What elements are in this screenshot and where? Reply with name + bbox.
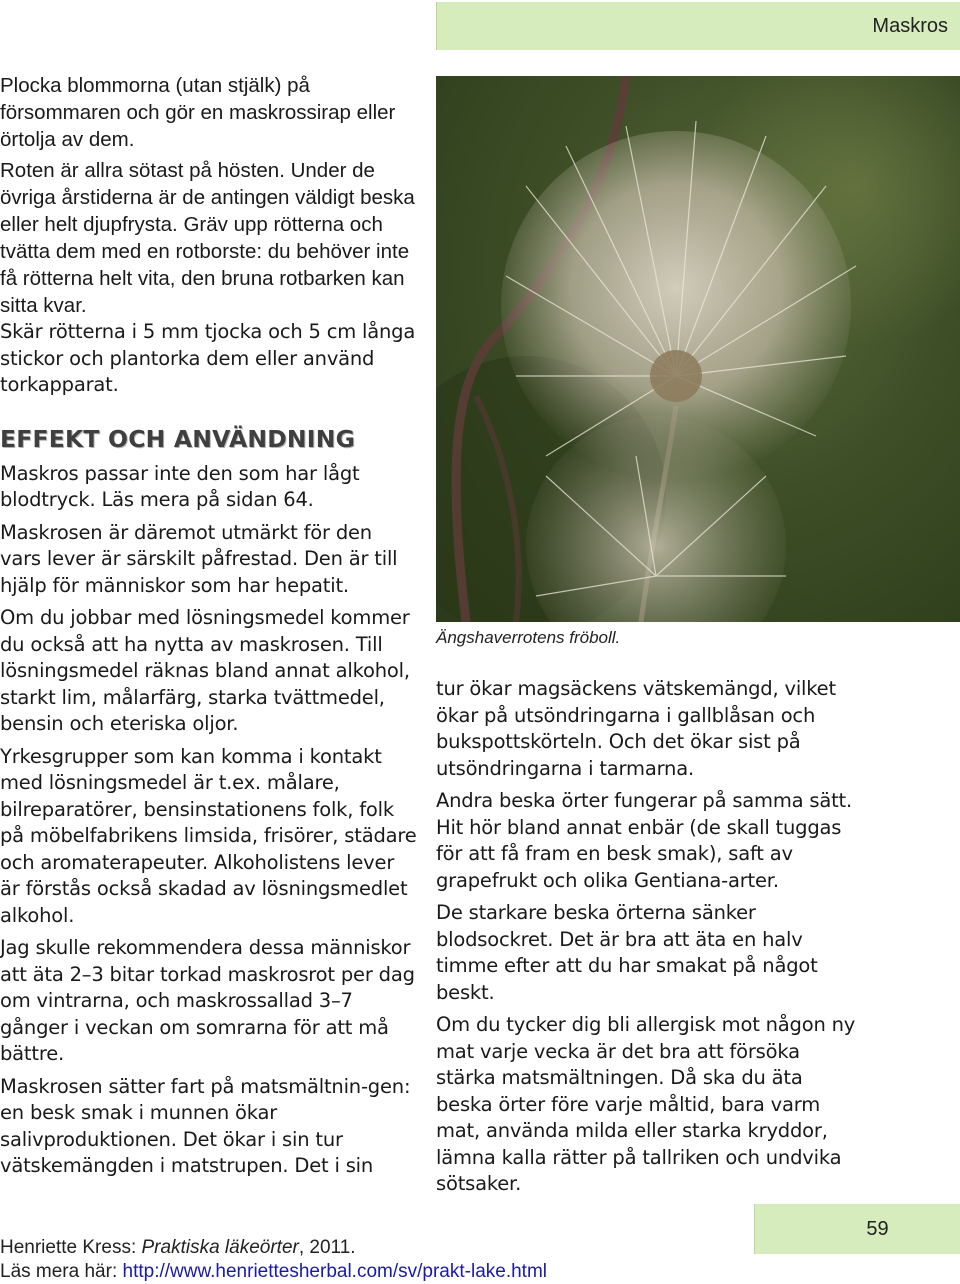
body-paragraph: Maskrosen är däremot utmärkt för den vars lever är särskilt påfrestad. Den är till hjälp för människor som har hepatit. (0, 520, 398, 597)
body-paragraph: Om du jobbar med lösningsmedel kommer du också att ha nytta av maskrosen. Till lösningsmedel räknas bland annat alkohol, starkt lim, målarfärg, starka tvättmedel, bensin och eteriska oljor. (0, 606, 410, 735)
intro-paragraph: Roten är allra sötast på hösten. Under de övriga årstiderna är de antingen väldigt beska eller helt djupfrysta. Gräv upp rötterna och tvätta dem med en rotborste: du behöver inte få rötterna helt vita, den bruna rotbarken kan sitta kvar. (0, 159, 415, 317)
seedhead-photo (436, 76, 960, 622)
page-number-tab (754, 1204, 960, 1254)
citation-author: Henriette Kress: (0, 1237, 142, 1258)
body-paragraph: Yrkesgrupper som kan komma i kontakt med lösningsmedel är t.ex. målare, bilreparatörer, bensinstationens folk, folk på möbelfabrikens limsida, frisörer, städare och aromaterapeuter. Alkoholistens lever är förstås också skadad av lösningsmedlet alkohol. (0, 744, 417, 927)
more-info (0, 1260, 547, 1284)
citation-book: Praktiska läkeörter (141, 1237, 299, 1258)
body-paragraph: tur ökar magsäckens vätskemängd, vilket ökar på utsöndringarna i gallblåsan och bukspottskörteln. Och det ökar sist på utsöndringarna i tarmarna. (436, 677, 836, 780)
citation (0, 1236, 547, 1260)
citation-year: , 2011. (298, 1237, 356, 1258)
more-info-link[interactable]: http://www.henriettesherbal.com/sv/prakt-lake.html (122, 1261, 548, 1282)
body-paragraph: Andra beska örter fungerar på samma sätt. Hit hör bland annat enbär (de skall tuggas för att få fram en besk smak), saft av grapefrukt och olika Gentiana-arter. (436, 789, 852, 892)
seedhead-illustration (436, 76, 960, 622)
intro-paragraph: Plocka blommorna (utan stjälk) på försommaren och gör en maskrossirap eller örtolja av dem. (0, 74, 396, 151)
right-column (436, 676, 856, 1204)
chapter-header-tab (436, 2, 960, 50)
left-column (0, 72, 418, 1186)
footer (0, 1236, 547, 1284)
page-number: 59 (866, 1217, 889, 1240)
chapter-title: Maskros (872, 14, 948, 37)
body-paragraph: Maskros passar inte den som har lågt blodtryck. Läs mera på sidan 64. (0, 461, 360, 511)
figure-caption: Ängshaverrotens fröboll. (436, 628, 621, 647)
section-heading: EFFEKT OCH ANVÄNDNING (0, 424, 356, 453)
intro-paragraph: Skär rötterna i 5 mm tjocka och 5 cm långa stickor och plantorka dem eller använd torkapparat. (0, 320, 416, 396)
body-paragraph: Om du tycker dig bli allergisk mot någon ny mat varje vecka är det bra att försöka stärka matsmältningen. Då ska du äta beska örter före varje måltid, bara varm mat, använda milda eller starka kryddor, lämna kalla rätter på tallriken och undvika sötsaker. (436, 1013, 856, 1195)
body-paragraph: De starkare beska örterna sänker blodsockret. Det är bra att äta en halv timme efter att du har smakat på något beskt. (436, 901, 818, 1004)
body-paragraph: Jag skulle rekommendera dessa människor att äta 2–3 bitar torkad maskrosrot per dag om vintrarna, och maskrossallad 3–7 gånger i veckan om somrarna för att må bättre. (0, 936, 415, 1065)
more-info-label: Läs mera här: (0, 1261, 123, 1282)
body-paragraph: Maskrosen sätter fart på matsmältnin-gen: en besk smak i munnen ökar salivproduktionen. Det ökar i sin tur vätskemängden i matstrupen. Det i sin (0, 1074, 411, 1177)
